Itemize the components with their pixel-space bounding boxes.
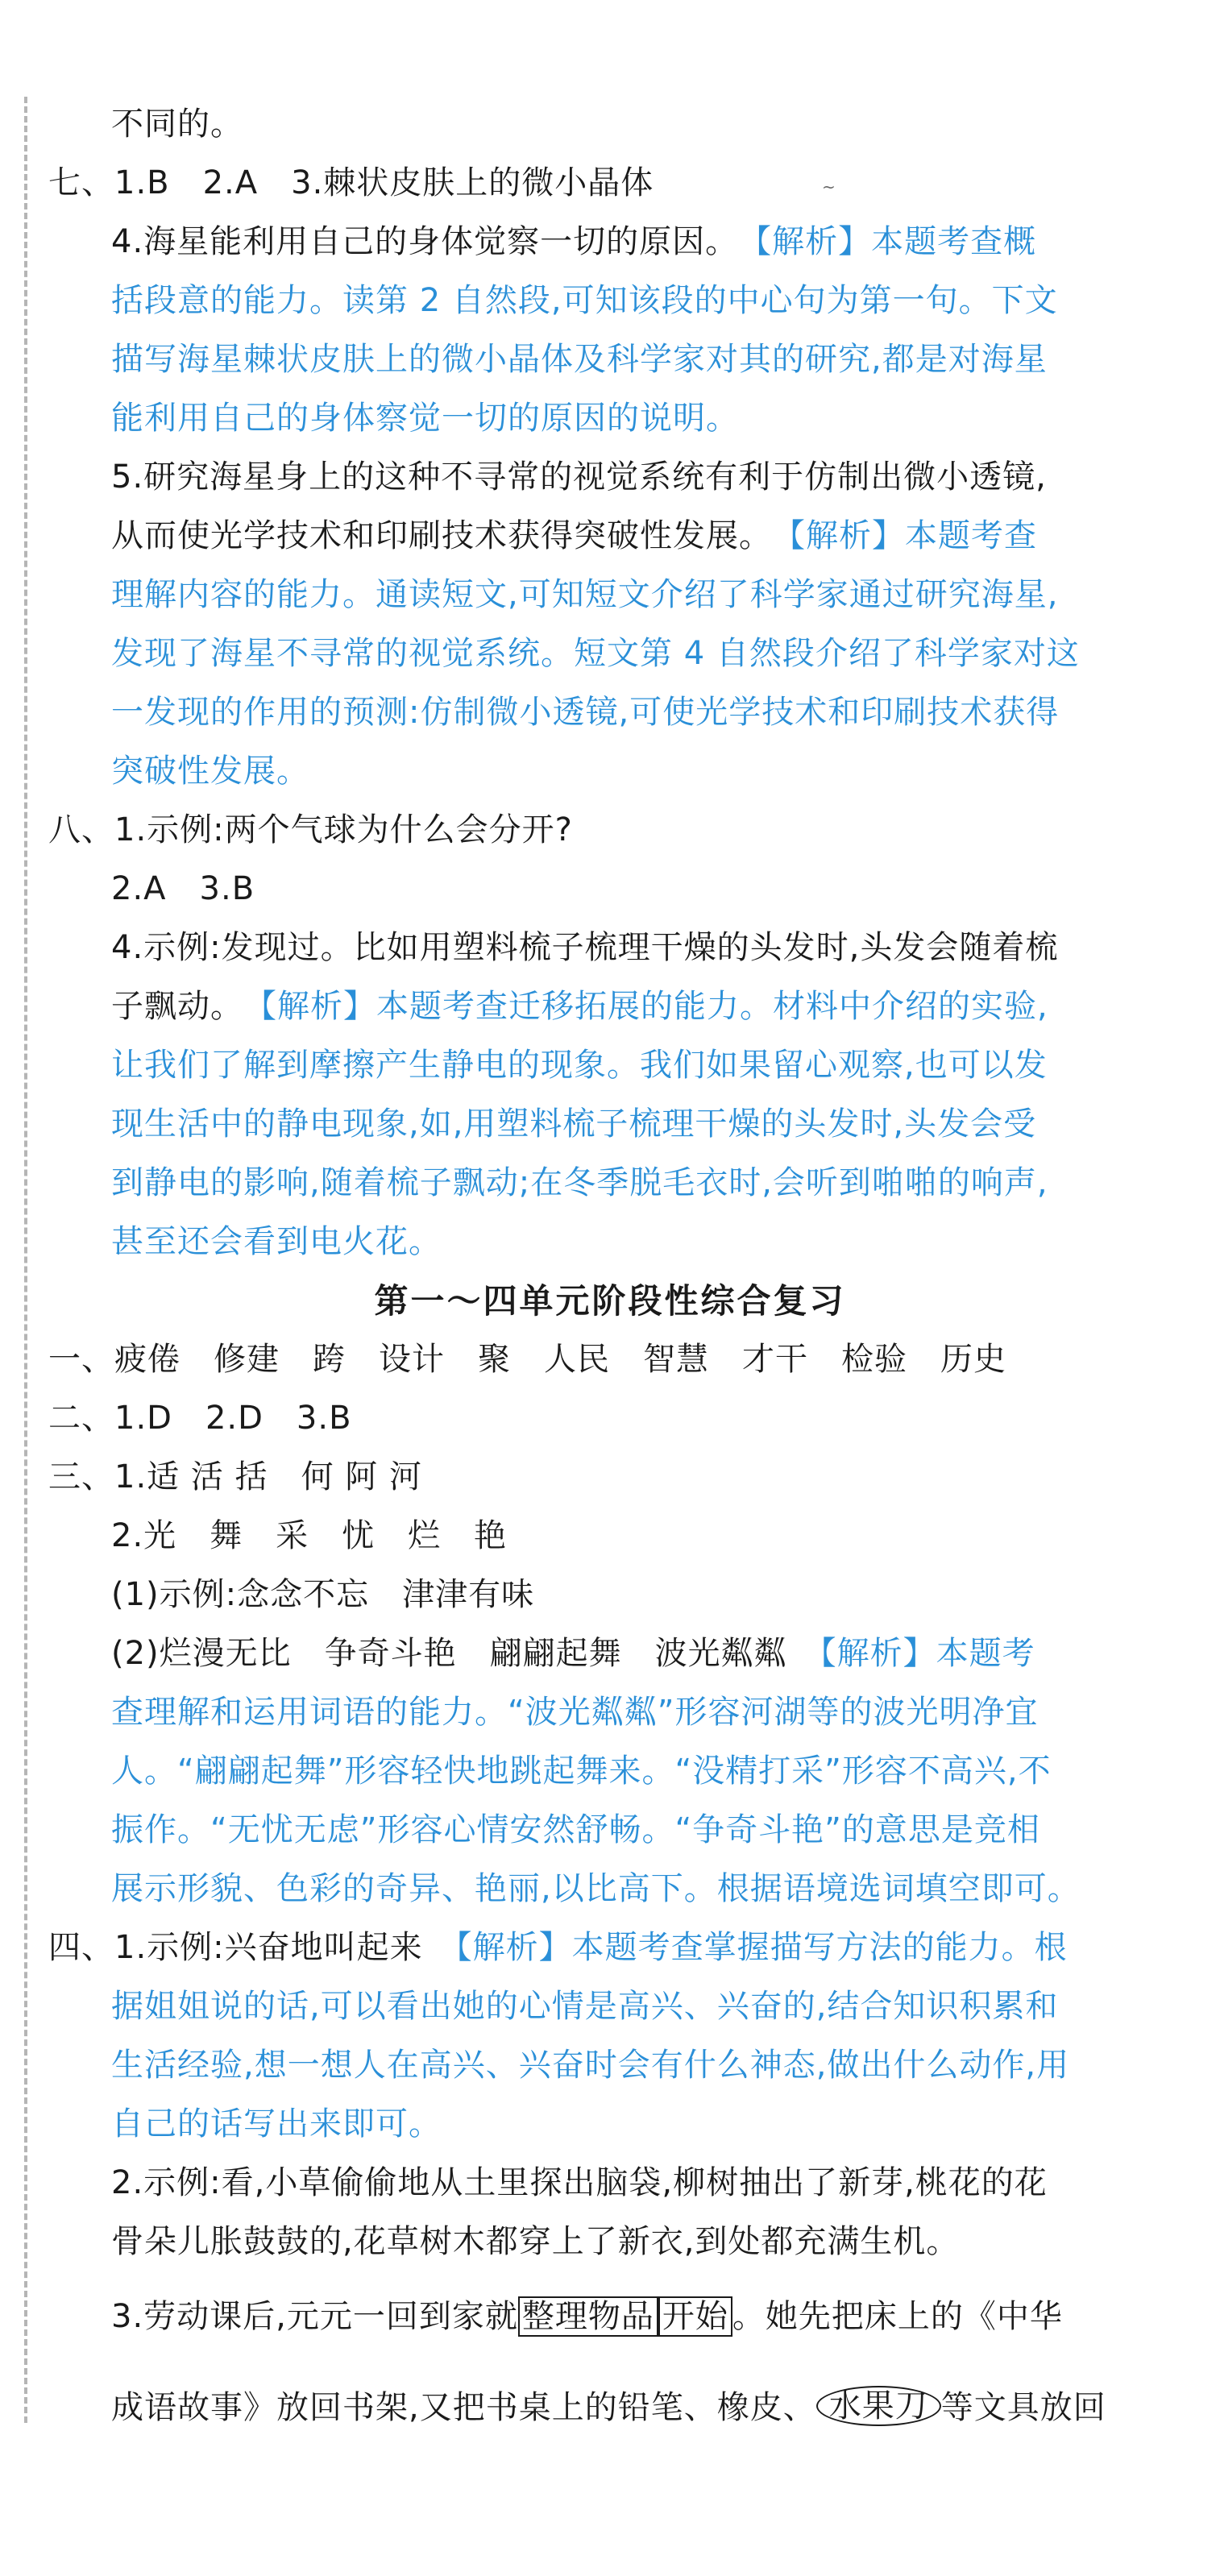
text-line [0, 448, 1220, 507]
analysis-tag: 【解析】 [260, 988, 376, 1025]
text-line [0, 2154, 1220, 2213]
text-line [0, 1566, 1220, 1624]
explanation-text: 人。“翩翩起舞”形容轻快地跳起舞来。“没精打采”形容不高兴,不 [111, 1753, 1052, 1790]
text-line [0, 1977, 1220, 2036]
answer-text: (1)示例:念念不忘 津津有味 [111, 1576, 535, 1613]
circled-word: 水果刀 [816, 2386, 941, 2426]
answer-text: 七、1.B 2.A 3.棘状皮肤上的微小晶体 [48, 164, 654, 201]
answer-text: 骨朵儿胀鼓鼓的,花草树木都穿上了新衣,到处都充满生机。 [111, 2223, 960, 2260]
answer-page [0, 95, 1220, 2437]
explanation-text: 据姐姐说的话,可以看出她的心情是高兴、兴奋的,结合知识积累和 [111, 1988, 1059, 2025]
text-line [0, 272, 1220, 330]
answer-text: 成语故事》放回书架,又把书桌上的铅笔、橡皮、 [111, 2389, 816, 2426]
text-line [0, 1507, 1220, 1566]
explanation-text: 发现了海星不寻常的视觉系统。短文第 4 自然段介绍了科学家对这 [111, 635, 1080, 672]
text-line [0, 389, 1220, 448]
explanation-text: 现生活中的静电现象,如,用塑料梳子梳理干燥的头发时,头发会受 [111, 1105, 1037, 1143]
explanation-text: 本题考 [936, 1635, 1035, 1672]
text-line [0, 1448, 1220, 1507]
answer-text: 3.劳动课后,元元一回到家就 [111, 2298, 518, 2335]
explanation-text: 理解内容的能力。通读短文,可知短文介绍了科学家通过研究海星, [111, 576, 1059, 613]
answer-text: 四、1.示例:兴奋地叫起来 [48, 1929, 456, 1966]
answer-text: 。她先把床上的《中华 [732, 2298, 1063, 2335]
explanation-text: 甚至还会看到电火花。 [111, 1223, 442, 1260]
explanation-text: 生活经验,想一想人在高兴、兴奋时会有什么神态,做出什么动作,用 [111, 2047, 1070, 2084]
analysis-tag: 【解析】 [455, 1929, 572, 1966]
text-line [0, 1389, 1220, 1448]
answer-text: 一、疲倦 修建 跨 设计 聚 人民 智慧 才干 检验 历史 [48, 1341, 1006, 1378]
text-line [0, 330, 1220, 389]
explanation-text: 让我们了解到摩擦产生静电的现象。我们如果留心观察,也可以发 [111, 1047, 1048, 1084]
answer-text: 三、1.适 活 括 何 阿 河 [48, 1458, 423, 1495]
explanation-text: 括段意的能力。读第 2 自然段,可知该段的中心句为第一句。下文 [111, 282, 1058, 319]
answer-text: 2.A 3.B [111, 870, 255, 907]
analysis-tag: 【解析】 [789, 517, 905, 554]
text-line [0, 1330, 1220, 1389]
text-line [0, 95, 1220, 154]
analysis-tag: 【解析】 [820, 1635, 936, 1672]
explanation-text: 展示形貌、色彩的奇异、艳丽,以比高下。根据语境选词填空即可。 [111, 1870, 1081, 1907]
text-line [0, 683, 1220, 742]
text-line [0, 2288, 1220, 2346]
text-line [0, 1919, 1220, 1977]
text-line [0, 977, 1220, 1036]
text-line [0, 1624, 1220, 1683]
answer-text: 二、1.D 2.D 3.B [48, 1400, 352, 1437]
text-line [0, 2379, 1220, 2437]
answer-text: 4.海星能利用自己的身体觉察一切的原因。 [111, 223, 756, 260]
text-line [0, 860, 1220, 919]
text-line [0, 507, 1220, 566]
text-line [0, 1801, 1220, 1860]
text-line [0, 1213, 1220, 1271]
boxed-word: 整理物品 [518, 2296, 658, 2337]
text-line [0, 1860, 1220, 1919]
text-line [0, 624, 1220, 683]
section-heading [0, 1271, 1220, 1330]
explanation-text: 描写海星棘状皮肤上的微小晶体及科学家对其的研究,都是对海星 [111, 341, 1048, 378]
answer-text: 从而使光学技术和印刷技术获得突破性发展。 [111, 517, 789, 554]
answer-text: 2.示例:看,小草偷偷地从土里探出脑袋,柳树抽出了新芽,桃花的花 [111, 2164, 1048, 2201]
text-line [0, 742, 1220, 801]
text-line [0, 801, 1220, 860]
text-line [0, 2213, 1220, 2271]
text-line [0, 566, 1220, 624]
text-line [0, 213, 1220, 272]
answer-text: 第一～四单元阶段性综合复习 [374, 1281, 846, 1321]
text-line [0, 1154, 1220, 1213]
explanation-text: 突破性发展。 [111, 753, 309, 790]
explanation-text: 本题考查迁移拓展的能力。材料中介绍的实验, [376, 988, 1048, 1025]
text-line [0, 919, 1220, 977]
explanation-text: 本题考查概 [871, 223, 1037, 260]
text-line [0, 1095, 1220, 1154]
answer-text: (2)烂漫无比 争奇斗艳 翩翩起舞 波光粼粼 [111, 1635, 820, 1672]
explanation-text: 查理解和运用词语的能力。“波光粼粼”形容河湖等的波光明净宜 [111, 1694, 1039, 1731]
text-line [0, 2095, 1220, 2154]
explanation-text: 自己的话写出来即可。 [111, 2105, 442, 2143]
answer-text: 不同的。 [111, 106, 243, 143]
explanation-text: 一发现的作用的预测:仿制微小透镜,可使光学技术和印刷技术获得 [111, 694, 1060, 731]
text-line [0, 2036, 1220, 2095]
answer-text: 子飘动。 [111, 988, 260, 1025]
explanation-text: 到静电的影响,随着梳子飘动;在冬季脱毛衣时,会听到啪啪的响声, [111, 1164, 1048, 1201]
explanation-text: 本题考查 [905, 517, 1037, 554]
answer-text: 2.光 舞 采 忧 烂 艳 [111, 1517, 508, 1554]
print-mark: ~ [822, 177, 836, 197]
boxed-word: 开始 [658, 2296, 732, 2337]
text-line [0, 1683, 1220, 1742]
explanation-text: 振作。“无忧无虑”形容心情安然舒畅。“争奇斗艳”的意思是竞相 [111, 1811, 1040, 1848]
explanation-text: 本题考查掌握描写方法的能力。根 [571, 1929, 1068, 1966]
answer-text: 5.研究海星身上的这种不寻常的视觉系统有利于仿制出微小透镜, [111, 458, 1047, 496]
explanation-text: 能利用自己的身体察觉一切的原因的说明。 [111, 400, 739, 437]
answer-text: 八、1.示例:两个气球为什么会分开? [48, 811, 573, 848]
text-line [0, 154, 1220, 213]
text-line [0, 1742, 1220, 1801]
analysis-tag: 【解析】 [755, 223, 872, 260]
answer-text: 4.示例:发现过。比如用塑料梳子梳理干燥的头发时,头发会随着梳 [111, 929, 1059, 966]
text-line [0, 1036, 1220, 1095]
answer-text: 等文具放回 [940, 2389, 1106, 2426]
